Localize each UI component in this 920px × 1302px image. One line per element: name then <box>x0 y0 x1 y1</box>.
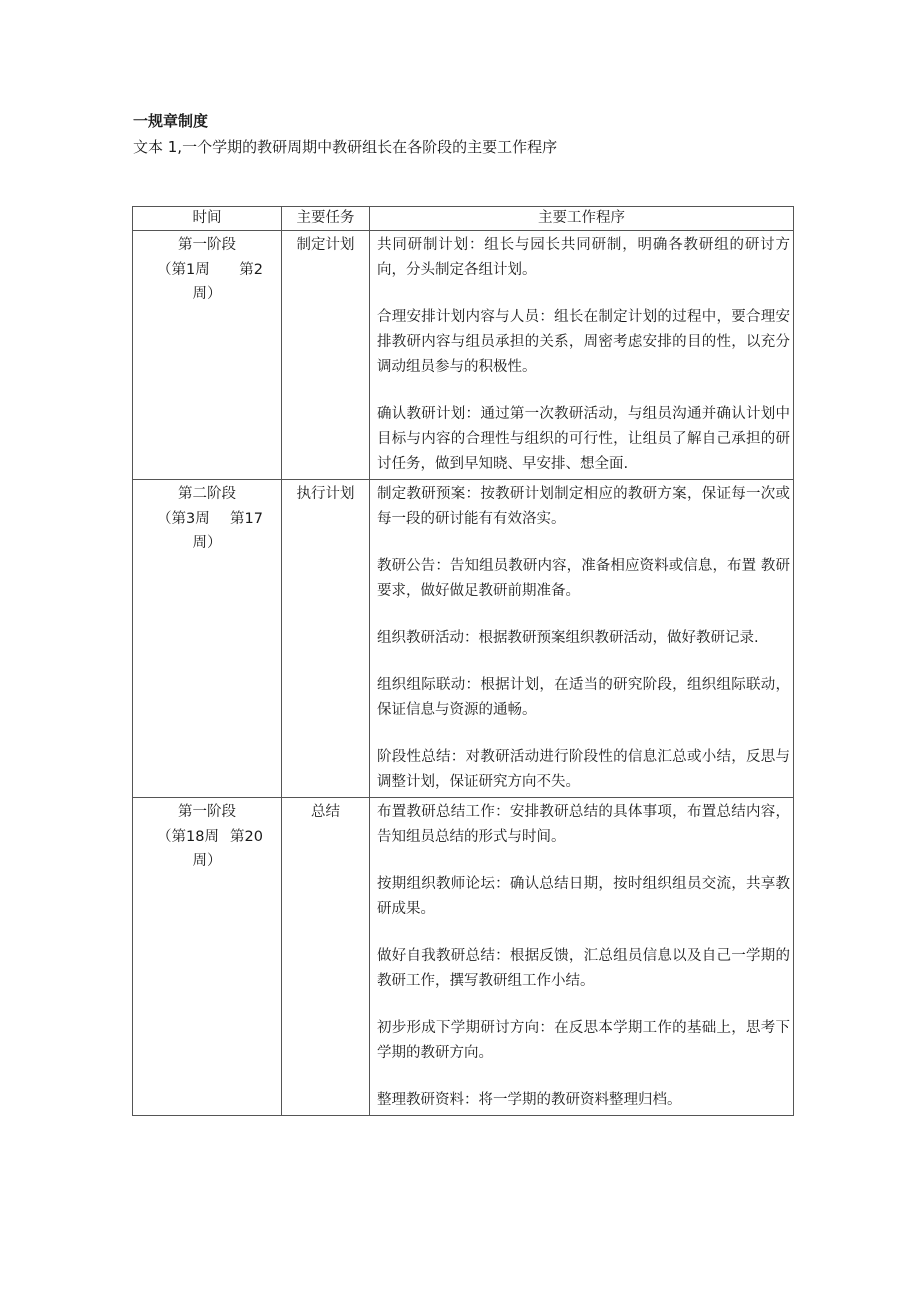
procedure-item: 按期组织教师论坛：确认总结日期，按时组织组员交流，共享教研成果。 <box>377 876 790 917</box>
week-start: （第3周 <box>157 511 210 527</box>
time-cell <box>133 798 282 1116</box>
procedure-cell <box>370 798 794 1116</box>
procedure-item: 合理安排计划内容与人员：组长在制定计划的过程中，要合理安排教研内容与组员承担的关系，周密考虑安排的目的性，以充分调动组员参与的积极性。 <box>377 309 790 375</box>
procedure-cell <box>370 231 794 480</box>
procedure-item: 共同研制计划：组长与园长共同研制，明确各教研组的研讨方向，分头制定各组计划。 <box>377 237 790 278</box>
task-cell: 执行计划 <box>282 480 370 798</box>
week-range <box>133 825 281 849</box>
week-end: 第20 <box>230 829 263 845</box>
procedure-item: 制定教研预案：按教研计划制定相应的教研方案，保证每一次或每一段的研讨能有有效洛实。 <box>377 486 790 527</box>
week-tail: 周） <box>192 286 222 302</box>
time-cell <box>133 480 282 798</box>
procedure-item: 组织教研活动：根据教研预案组织教研活动，做好教研记录. <box>377 630 759 646</box>
document-subtitle: 文本 1,一个学期的教研周期中教研组长在各阶段的主要工作程序 <box>133 138 558 156</box>
stage-name: 第一阶段 <box>178 237 236 253</box>
header-task: 主要任务 <box>282 207 370 231</box>
procedure-item: 确认教研计划：通过第一次教研活动，与组员沟通并确认计划中目标与内容的合理性与组织的可行性，让组员了解自己承担的研讨任务，做到早知晓、早安排、想全面. <box>377 406 790 472</box>
table-row <box>133 798 794 1116</box>
table-header-row <box>133 207 794 231</box>
procedure-cell <box>370 480 794 798</box>
table-row <box>133 231 794 480</box>
section-heading: 一规章制度 <box>133 112 209 130</box>
time-cell <box>133 231 282 480</box>
week-end: 第2 <box>239 262 263 278</box>
week-start: （第1周 <box>157 262 210 278</box>
week-start: （第18周 <box>157 829 219 845</box>
header-time: 时间 <box>133 207 282 231</box>
stage-name: 第二阶段 <box>178 486 236 502</box>
procedure-item: 教研公告：告知组员教研内容，准备相应资料或信息，布置 教研要求，做好做足教研前期准备。 <box>377 558 790 599</box>
work-schedule-table <box>132 206 794 1116</box>
procedure-item: 初步形成下学期研讨方向：在反思本学期工作的基础上，思考下学期的教研方向。 <box>377 1020 790 1061</box>
week-tail: 周） <box>192 853 222 869</box>
week-tail: 周） <box>192 535 222 551</box>
header-procedure: 主要工作程序 <box>370 207 794 231</box>
week-end: 第17 <box>230 511 263 527</box>
stage-name: 第一阶段 <box>178 804 236 820</box>
week-range <box>133 507 281 531</box>
procedure-item: 布置教研总结工作：安排教研总结的具体事项，布置总结内容，告知组员总结的形式与时间。 <box>377 804 790 845</box>
procedure-item: 阶段性总结：对教研活动进行阶段性的信息汇总或小结，反思与调整计划，保证研究方向不失。 <box>377 749 790 790</box>
task-cell: 总结 <box>282 798 370 1116</box>
procedure-item: 整理教研资料：将一学期的教研资料整理归档。 <box>377 1092 682 1108</box>
week-range <box>133 258 281 282</box>
task-cell: 制定计划 <box>282 231 370 480</box>
table-row <box>133 480 794 798</box>
procedure-item: 组织组际联动：根据计划，在适当的研究阶段，组织组际联动，保证信息与资源的通畅。 <box>377 677 790 718</box>
procedure-item: 做好自我教研总结：根据反馈，汇总组员信息以及自己一学期的教研工作，撰写教研组工作小结。 <box>377 948 790 989</box>
